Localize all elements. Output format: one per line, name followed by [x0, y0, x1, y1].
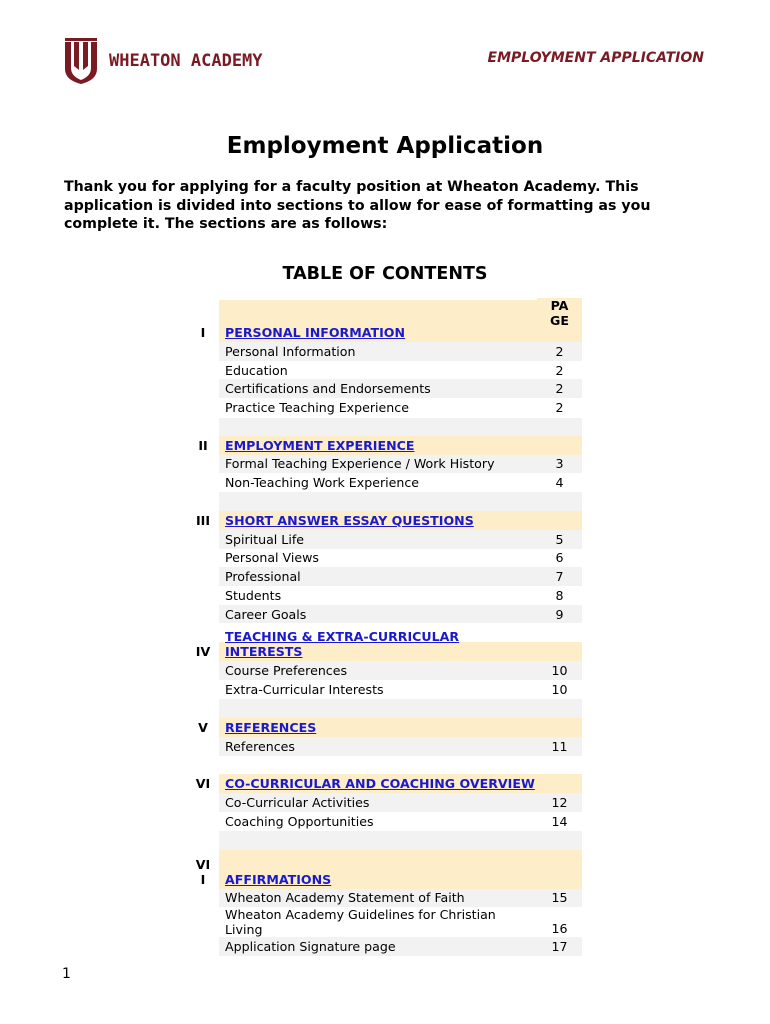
toc-item [187, 737, 582, 757]
toc-item-label: Co-Curricular Activities [219, 793, 537, 812]
toc-item [187, 379, 582, 398]
table-of-contents [187, 300, 582, 956]
toc-item-label: Wheaton Academy Statement of Faith [219, 889, 537, 908]
toc-title: TABLE OF CONTENTS [282, 264, 488, 284]
toc-section-header [187, 774, 582, 793]
page-header [537, 511, 582, 530]
toc-section-header [187, 436, 582, 455]
toc-item-page: 16 [537, 907, 582, 937]
wheaton-academy-logo [63, 38, 263, 84]
toc-item [187, 812, 582, 831]
toc-item-label: Coaching Opportunities [219, 812, 537, 831]
toc-item-page: 2 [537, 398, 582, 418]
toc-item-page: 15 [537, 889, 582, 908]
toc-item [187, 361, 582, 380]
toc-item-page: 2 [537, 379, 582, 398]
section-title-link[interactable]: INTERESTS [219, 642, 537, 661]
toc-item-page: 17 [537, 937, 582, 956]
toc-section-header [187, 850, 582, 889]
blank-cell [537, 418, 582, 436]
wa-shield-icon [63, 38, 99, 84]
toc-item [187, 680, 582, 699]
toc-item-label: Course Preferences [219, 661, 537, 680]
toc-item [187, 907, 582, 937]
section-number: IV [187, 644, 219, 661]
toc-item [187, 586, 582, 605]
toc-item [187, 342, 582, 361]
blank-cell [537, 756, 582, 774]
toc-item-page: 2 [537, 361, 582, 380]
toc-item-label: Formal Teaching Experience / Work History [219, 455, 537, 474]
section-number: III [187, 513, 219, 530]
toc-spacer [187, 418, 582, 436]
blank-cell [219, 492, 537, 511]
section-number: I [187, 325, 219, 342]
toc-item [187, 473, 582, 492]
toc-item [187, 398, 582, 418]
page-title: Employment Application [226, 133, 544, 159]
section-title-link[interactable]: SHORT ANSWER ESSAY QUESTIONS [219, 511, 537, 530]
toc-item-label: Extra-Curricular Interests [219, 680, 537, 699]
toc-item-label: Professional [219, 567, 537, 586]
page-header [537, 718, 582, 737]
blank-cell [187, 831, 219, 850]
toc-spacer [187, 492, 582, 511]
toc-item-label: Personal Information [219, 342, 537, 361]
toc-item-page: 2 [537, 342, 582, 361]
blank-cell [187, 756, 219, 774]
toc-section-header [187, 300, 582, 342]
toc-item-label: Education [219, 361, 537, 380]
section-title-link[interactable]: AFFIRMATIONS [219, 850, 537, 889]
toc-item-page: 14 [537, 812, 582, 831]
toc-item-label: Spiritual Life [219, 530, 537, 549]
page-header [537, 642, 582, 661]
blank-cell [537, 623, 582, 642]
toc-section-header [187, 718, 582, 737]
toc-item-label: Application Signature page [219, 937, 537, 956]
blank-cell [537, 492, 582, 511]
section-title-link[interactable]: PERSONAL INFORMATION [219, 300, 537, 342]
toc-item-page: 5 [537, 530, 582, 549]
toc-item-page: 11 [537, 737, 582, 757]
toc-item-page: 6 [537, 549, 582, 568]
page-header [537, 774, 582, 793]
blank-cell [187, 492, 219, 511]
toc-section-header [187, 642, 582, 661]
logo-text: WHEATON ACADEMY [109, 51, 263, 71]
toc-item-label: Personal Views [219, 549, 537, 568]
toc-item-label: Practice Teaching Experience [219, 398, 537, 418]
toc-item-page: 10 [537, 680, 582, 699]
section-number: VI [187, 776, 219, 793]
blank-cell [537, 699, 582, 718]
section-title-link[interactable]: REFERENCES [219, 718, 537, 737]
section-number: V [187, 720, 219, 737]
toc-item-page: 10 [537, 661, 582, 680]
toc-item [187, 937, 582, 956]
section-title-link[interactable]: EMPLOYMENT EXPERIENCE [219, 436, 537, 455]
page-header [537, 436, 582, 455]
toc-item-page: 4 [537, 473, 582, 492]
toc-item [187, 549, 582, 568]
toc-item [187, 530, 582, 549]
toc-item-page: 12 [537, 793, 582, 812]
section-number: VI I [187, 857, 219, 889]
blank-cell [219, 418, 537, 436]
intro-paragraph: Thank you for applying for a faculty position at Wheaton Academy. This application is divided into sections to allow for ease of formatting as you complete it. The sections are as follows: [64, 179, 651, 232]
toc-item [187, 793, 582, 812]
toc-spacer [187, 699, 582, 718]
section-title-link[interactable]: CO-CURRICULAR AND COACHING OVERVIEW [219, 774, 537, 793]
toc-spacer [187, 831, 582, 850]
toc-item-page: 8 [537, 586, 582, 605]
toc-item [187, 567, 582, 586]
toc-item-label: Non-Teaching Work Experience [219, 473, 537, 492]
section-number: II [187, 438, 219, 455]
header-label: EMPLOYMENT APPLICATION [487, 50, 704, 66]
toc-section-header [187, 511, 582, 530]
blank-cell [187, 418, 219, 436]
blank-cell [537, 831, 582, 850]
toc-item-label: Wheaton Academy Guidelines for Christian Living [219, 907, 537, 937]
toc-item [187, 605, 582, 624]
toc-item [187, 455, 582, 474]
blank-cell [219, 756, 537, 774]
toc-item-page: 9 [537, 605, 582, 624]
blank-cell [219, 699, 537, 718]
toc-item-page: 3 [537, 455, 582, 474]
blank-cell [187, 623, 219, 642]
toc-item-label: References [219, 737, 537, 757]
toc-item-label: Certifications and Endorsements [219, 379, 537, 398]
blank-cell [219, 831, 537, 850]
toc-item-page: 7 [537, 567, 582, 586]
page-header [537, 850, 582, 889]
toc-item [187, 661, 582, 680]
toc-item [187, 889, 582, 908]
toc-spacer [187, 756, 582, 774]
toc-item-label: Students [219, 586, 537, 605]
page-number: 1 [62, 966, 71, 982]
page-header: PA GE [537, 298, 582, 342]
blank-cell [187, 699, 219, 718]
toc-item-label: Career Goals [219, 605, 537, 624]
